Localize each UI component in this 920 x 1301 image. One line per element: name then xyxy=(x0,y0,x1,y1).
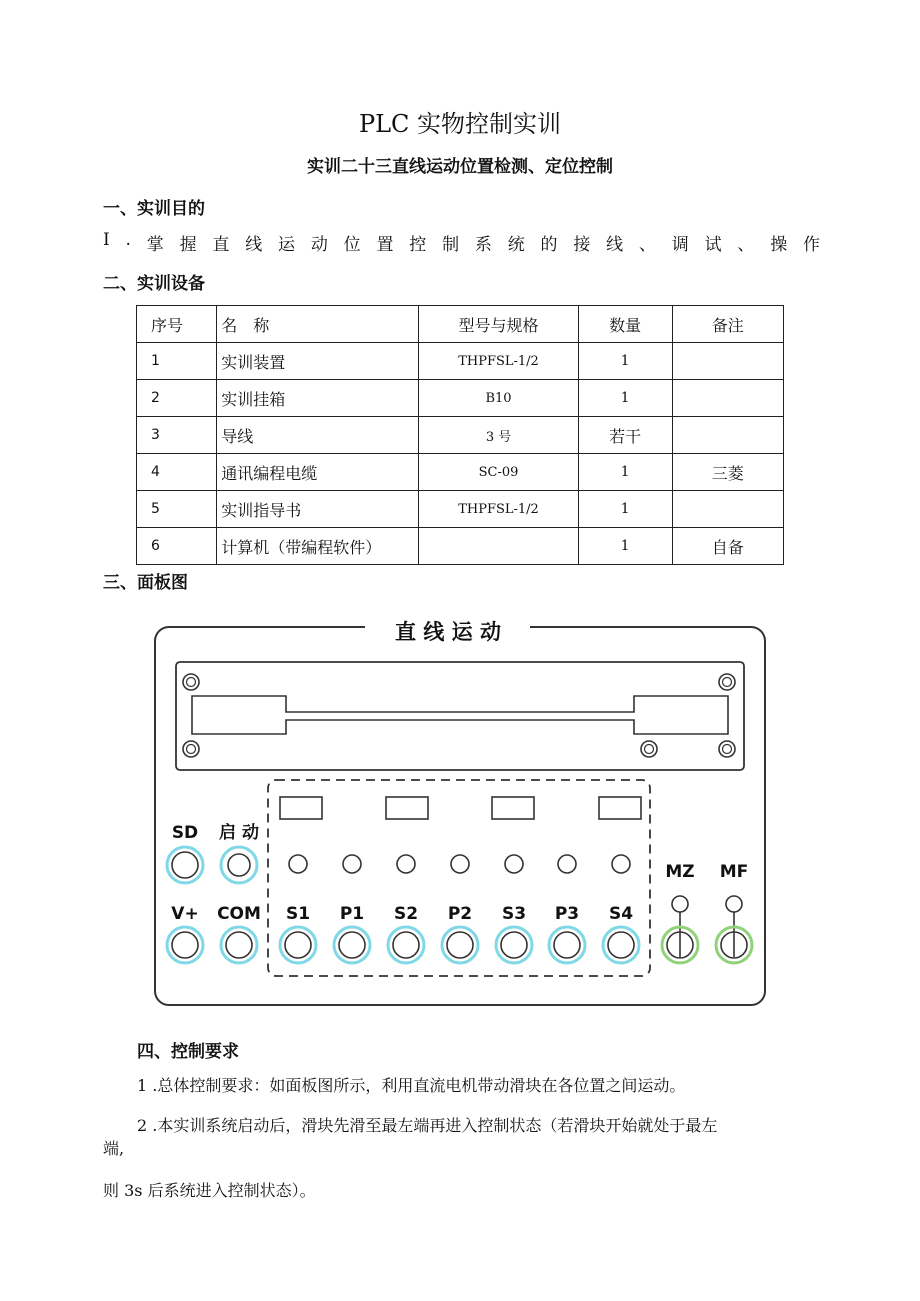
cell-index: 1 xyxy=(137,343,217,380)
purpose-char: 、 xyxy=(737,235,755,255)
terminal-s3[interactable] xyxy=(496,927,532,963)
purpose-char: 调 xyxy=(671,235,689,255)
terminal-s4[interactable] xyxy=(603,927,639,963)
purpose-text xyxy=(103,230,820,255)
terminal-start[interactable] xyxy=(221,847,257,883)
cell-note xyxy=(672,417,784,454)
cell-name: 通讯编程电缆 xyxy=(217,454,419,491)
section-heading-equipment: 二、实训设备 xyxy=(103,274,205,294)
header-index: 序号 xyxy=(137,306,217,343)
purpose-char: 系 xyxy=(474,235,492,255)
screw-icon xyxy=(641,741,657,757)
label-sd: SD xyxy=(171,823,199,843)
indicator-lamp-icon xyxy=(558,855,576,873)
screw-icon xyxy=(183,674,199,690)
terminal-p3[interactable] xyxy=(549,927,585,963)
cell-index: 4 xyxy=(137,454,217,491)
purpose-char: . xyxy=(125,230,131,250)
purpose-char: 、 xyxy=(638,235,656,255)
requirement-item: 2 .本实训系统启动后，滑块先滑至最左端再进入控制状态（若滑块开始就处于最左 xyxy=(137,1116,718,1135)
sensor-window xyxy=(599,797,641,819)
cell-model: THPFSL-1/2 xyxy=(419,491,578,528)
cell-note xyxy=(672,343,784,380)
purpose-char: 动 xyxy=(310,235,328,255)
purpose-char: 直 xyxy=(212,235,230,255)
terminal-com[interactable] xyxy=(221,927,257,963)
purpose-char: 接 xyxy=(573,235,591,255)
label-s3: S3 xyxy=(501,904,527,924)
cell-quantity: 1 xyxy=(578,528,672,565)
label-mf: MF xyxy=(719,862,749,882)
indicator-lamp-icon xyxy=(612,855,630,873)
label-p2: P2 xyxy=(447,904,473,924)
cell-note: 三菱 xyxy=(672,454,784,491)
cell-model: B10 xyxy=(419,380,578,417)
header-note: 备注 xyxy=(672,306,784,343)
terminal-vplus[interactable] xyxy=(167,927,203,963)
table-row xyxy=(137,380,784,417)
label-s2: S2 xyxy=(393,904,419,924)
cell-index: 2 xyxy=(137,380,217,417)
screw-icon xyxy=(719,741,735,757)
sensor-window xyxy=(280,797,322,819)
screw-icon xyxy=(719,674,735,690)
label-start: 启 动 xyxy=(219,823,259,843)
table-row xyxy=(137,417,784,454)
cell-name: 计算机（带编程软件） xyxy=(217,528,419,565)
terminal-p2[interactable] xyxy=(442,927,478,963)
label-p1: P1 xyxy=(339,904,365,924)
cell-note: 自备 xyxy=(672,528,784,565)
requirement-item: 则 3s 后系统进入控制状态）。 xyxy=(103,1181,316,1200)
cell-model: THPFSL-1/2 xyxy=(419,343,578,380)
indicator-lamp-icon xyxy=(451,855,469,873)
cell-quantity: 若干 xyxy=(578,417,672,454)
terminal-p1[interactable] xyxy=(334,927,370,963)
indicator-lamp-icon xyxy=(397,855,415,873)
table-header-row xyxy=(137,306,784,343)
purpose-char: 掌 xyxy=(146,235,164,255)
cell-name: 导线 xyxy=(217,417,419,454)
label-com: COM xyxy=(217,904,261,924)
cell-name: 实训装置 xyxy=(217,343,419,380)
purpose-char: 制 xyxy=(442,235,460,255)
table-row xyxy=(137,343,784,380)
purpose-char: I xyxy=(103,230,110,250)
purpose-char: 控 xyxy=(409,235,427,255)
terminal-s2[interactable] xyxy=(388,927,424,963)
purpose-char: 作 xyxy=(803,235,820,255)
purpose-char: 线 xyxy=(606,235,624,255)
indicator-lamp-icon xyxy=(343,855,361,873)
section-heading-panel: 三、面板图 xyxy=(103,573,188,593)
purpose-char: 试 xyxy=(704,235,722,255)
purpose-char: 运 xyxy=(278,235,295,255)
document-title: PLC 实物控制实训 xyxy=(358,110,562,138)
cell-index: 3 xyxy=(137,417,217,454)
label-vplus: V+ xyxy=(171,904,199,924)
purpose-char: 的 xyxy=(540,235,558,255)
sensor-window xyxy=(386,797,428,819)
panel-diagram xyxy=(150,612,770,1012)
table-row xyxy=(137,491,784,528)
cell-quantity: 1 xyxy=(578,454,672,491)
table-row xyxy=(137,454,784,491)
purpose-char: 位 xyxy=(343,235,361,255)
cell-quantity: 1 xyxy=(578,343,672,380)
cell-name: 实训挂箱 xyxy=(217,380,419,417)
panel-title: 直 线 运 动 xyxy=(395,620,501,644)
cell-index: 6 xyxy=(137,528,217,565)
section-heading-purpose: 一、实训目的 xyxy=(103,199,205,219)
label-s1: S1 xyxy=(285,904,311,924)
header-quantity: 数量 xyxy=(578,306,672,343)
label-p3: P3 xyxy=(554,904,580,924)
section-heading-requirements: 四、控制要求 xyxy=(137,1042,239,1062)
cell-name: 实训指导书 xyxy=(217,491,419,528)
requirement-item: 1 .总体控制要求：如面板图所示，利用直流电机带动滑块在各位置之间运动。 xyxy=(137,1076,686,1095)
label-s4: S4 xyxy=(608,904,634,924)
purpose-char: 置 xyxy=(376,235,394,255)
header-model: 型号与规格 xyxy=(419,306,578,343)
cell-quantity: 1 xyxy=(578,380,672,417)
terminal-sd[interactable] xyxy=(167,847,203,883)
purpose-char: 统 xyxy=(507,235,525,255)
indicator-lamp-icon xyxy=(505,855,523,873)
table-row xyxy=(137,528,784,565)
label-mz: MZ xyxy=(665,862,695,882)
terminal-s1[interactable] xyxy=(280,927,316,963)
equipment-table xyxy=(136,305,784,565)
cell-model: 3 号 xyxy=(419,417,578,454)
cell-note xyxy=(672,380,784,417)
cell-note xyxy=(672,491,784,528)
sensor-window xyxy=(492,797,534,819)
purpose-char: 握 xyxy=(179,235,197,255)
cell-model xyxy=(419,528,578,565)
indicator-lamp-icon xyxy=(289,855,307,873)
purpose-char: 操 xyxy=(770,235,788,255)
requirement-item: 端, xyxy=(103,1139,125,1158)
header-name: 名 称 xyxy=(217,306,419,343)
cell-model: SC-09 xyxy=(419,454,578,491)
purpose-char: 线 xyxy=(245,235,263,255)
screw-icon xyxy=(183,741,199,757)
document-subtitle: 实训二十三直线运动位置检测、定位控制 xyxy=(307,157,613,177)
cell-quantity: 1 xyxy=(578,491,672,528)
cell-index: 5 xyxy=(137,491,217,528)
